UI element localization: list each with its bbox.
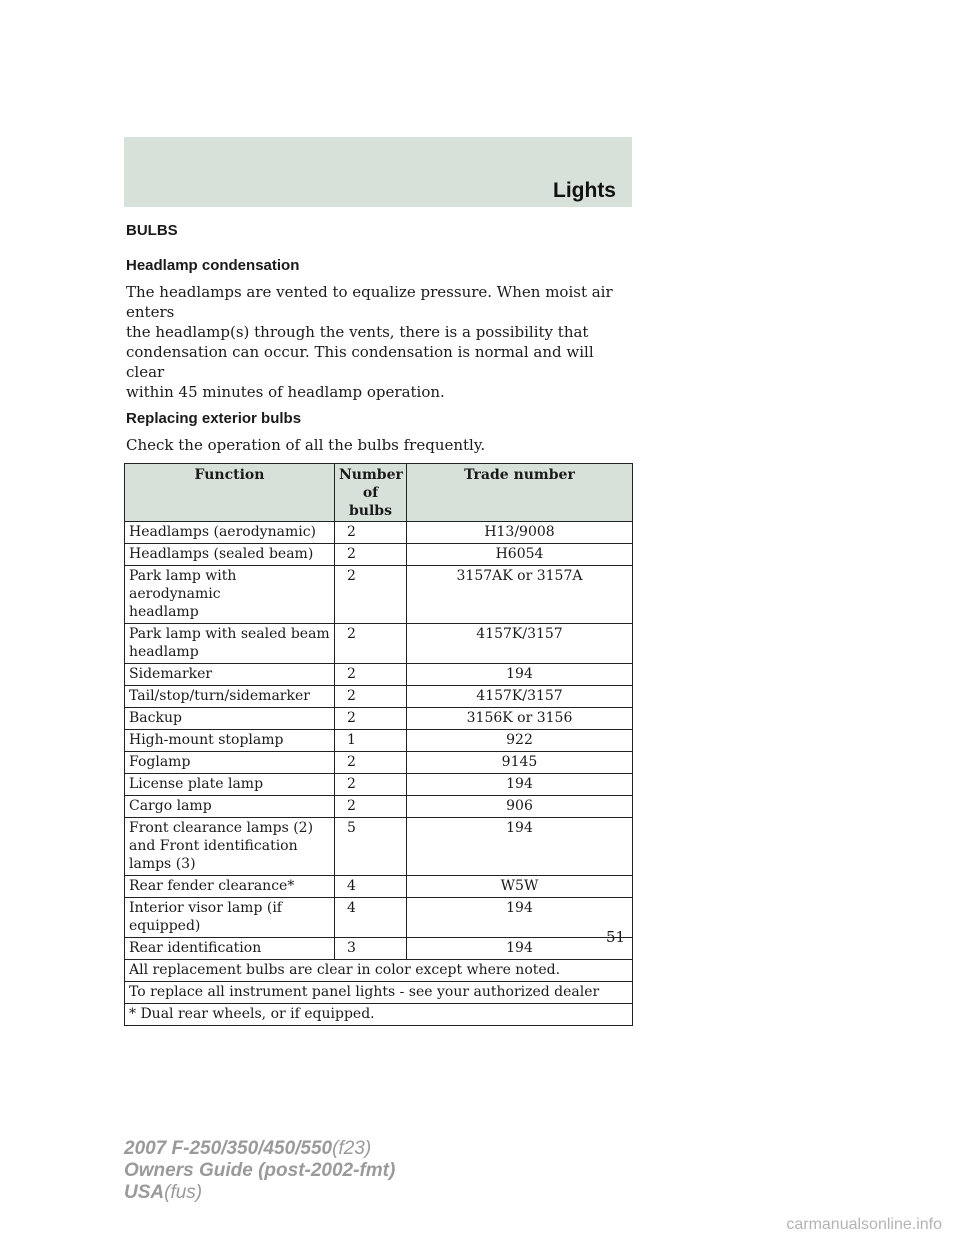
cell-number: 2 xyxy=(335,752,407,774)
paragraph-line: The headlamps are vented to equalize pressure. When moist air enters xyxy=(126,283,613,321)
table-body xyxy=(125,522,633,1026)
section-header-band xyxy=(124,137,632,207)
cell-trade-number: 3157AK or 3157A xyxy=(407,566,633,624)
cell-trade-number: 194 xyxy=(407,818,633,876)
cell-trade-number: H13/9008 xyxy=(407,522,633,544)
table-note-row xyxy=(125,1004,633,1026)
cell-trade-number: 194 xyxy=(407,898,633,938)
cell-number: 2 xyxy=(335,774,407,796)
condensation-heading: Headlamp condensation xyxy=(126,257,300,274)
cell-trade-number: 194 xyxy=(407,664,633,686)
table-note: To replace all instrument panel lights - see your authorized dealer xyxy=(125,982,633,1004)
table-note: All replacement bulbs are clear in color except where noted. xyxy=(125,960,633,982)
page-content xyxy=(124,222,632,1026)
table-row xyxy=(125,818,633,876)
cell-number: 2 xyxy=(335,544,407,566)
cell-function: Park lamp with aerodynamic headlamp xyxy=(125,566,335,624)
cell-function: Foglamp xyxy=(125,752,335,774)
cell-trade-number: 194 xyxy=(407,774,633,796)
table-row xyxy=(125,938,633,960)
cell-number: 2 xyxy=(335,686,407,708)
cell-trade-number: 9145 xyxy=(407,752,633,774)
cell-function: Backup xyxy=(125,708,335,730)
table-note-row xyxy=(125,982,633,1004)
cell-function: Headlamps (aerodynamic) xyxy=(125,522,335,544)
cell-number: 2 xyxy=(335,708,407,730)
cell-function: Front clearance lamps (2) and Front identification lamps (3) xyxy=(125,818,335,876)
cell-function: Rear identification xyxy=(125,938,335,960)
cell-trade-number: W5W xyxy=(407,876,633,898)
cell-trade-number: H6054 xyxy=(407,544,633,566)
table-row xyxy=(125,796,633,818)
cell-function: Cargo lamp xyxy=(125,796,335,818)
paragraph-line: condensation can occur. This condensation is normal and will clear xyxy=(126,343,594,381)
replacing-heading: Replacing exterior bulbs xyxy=(126,410,302,427)
table-row xyxy=(125,730,633,752)
cell-trade-number: 3156K or 3156 xyxy=(407,708,633,730)
footer-line-model: 2007 F-250/350/450/550(f23) xyxy=(124,1138,372,1159)
cell-number: 2 xyxy=(335,624,407,664)
table-row xyxy=(125,752,633,774)
table-row xyxy=(125,522,633,544)
cell-function: License plate lamp xyxy=(125,774,335,796)
table-note: * Dual rear wheels, or if equipped. xyxy=(125,1004,633,1026)
condensation-paragraph xyxy=(126,282,632,402)
cell-number: 1 xyxy=(335,730,407,752)
cell-trade-number: 922 xyxy=(407,730,633,752)
table-row xyxy=(125,566,633,624)
cell-trade-number: 4157K/3157 xyxy=(407,624,633,664)
cell-function: Tail/stop/turn/sidemarker xyxy=(125,686,335,708)
table-row xyxy=(125,686,633,708)
cell-trade-number: 4157K/3157 xyxy=(407,686,633,708)
column-header-function: Function xyxy=(125,464,335,522)
footer-line-market: USA(fus) xyxy=(124,1182,203,1203)
watermark: carmanualsonline.info xyxy=(786,1216,942,1233)
table-row xyxy=(125,664,633,686)
cell-number: 4 xyxy=(335,876,407,898)
bulb-table xyxy=(124,463,633,1026)
table-row xyxy=(125,708,633,730)
table-row xyxy=(125,624,633,664)
main-heading: BULBS xyxy=(126,222,178,239)
cell-trade-number: 194 xyxy=(407,938,633,960)
cell-number: 4 xyxy=(335,898,407,938)
replacing-paragraph: Check the operation of all the bulbs frequently. xyxy=(126,436,486,454)
page-number: 51 xyxy=(606,928,626,946)
table-row xyxy=(125,898,633,938)
table-row xyxy=(125,876,633,898)
paragraph-line: within 45 minutes of headlamp operation. xyxy=(126,383,445,401)
table-row xyxy=(125,774,633,796)
footer-line-guide: Owners Guide (post-2002-fmt) xyxy=(124,1160,396,1181)
column-header-number: Number of bulbs xyxy=(335,464,407,522)
section-title: Lights xyxy=(553,179,616,202)
cell-function: Park lamp with sealed beam headlamp xyxy=(125,624,335,664)
cell-function: Sidemarker xyxy=(125,664,335,686)
cell-trade-number: 906 xyxy=(407,796,633,818)
column-header-trade: Trade number xyxy=(407,464,633,522)
cell-number: 3 xyxy=(335,938,407,960)
table-note-row xyxy=(125,960,633,982)
document-footer xyxy=(124,1138,395,1204)
cell-function: Rear fender clearance* xyxy=(125,876,335,898)
cell-function: High-mount stoplamp xyxy=(125,730,335,752)
cell-number: 2 xyxy=(335,796,407,818)
cell-function: Interior visor lamp (if equipped) xyxy=(125,898,335,938)
table-header-row xyxy=(125,464,633,522)
cell-number: 2 xyxy=(335,566,407,624)
cell-function: Headlamps (sealed beam) xyxy=(125,544,335,566)
cell-number: 2 xyxy=(335,522,407,544)
cell-number: 2 xyxy=(335,664,407,686)
table-row xyxy=(125,544,633,566)
paragraph-line: the headlamp(s) through the vents, there is a possibility that xyxy=(126,323,589,341)
cell-number: 5 xyxy=(335,818,407,876)
